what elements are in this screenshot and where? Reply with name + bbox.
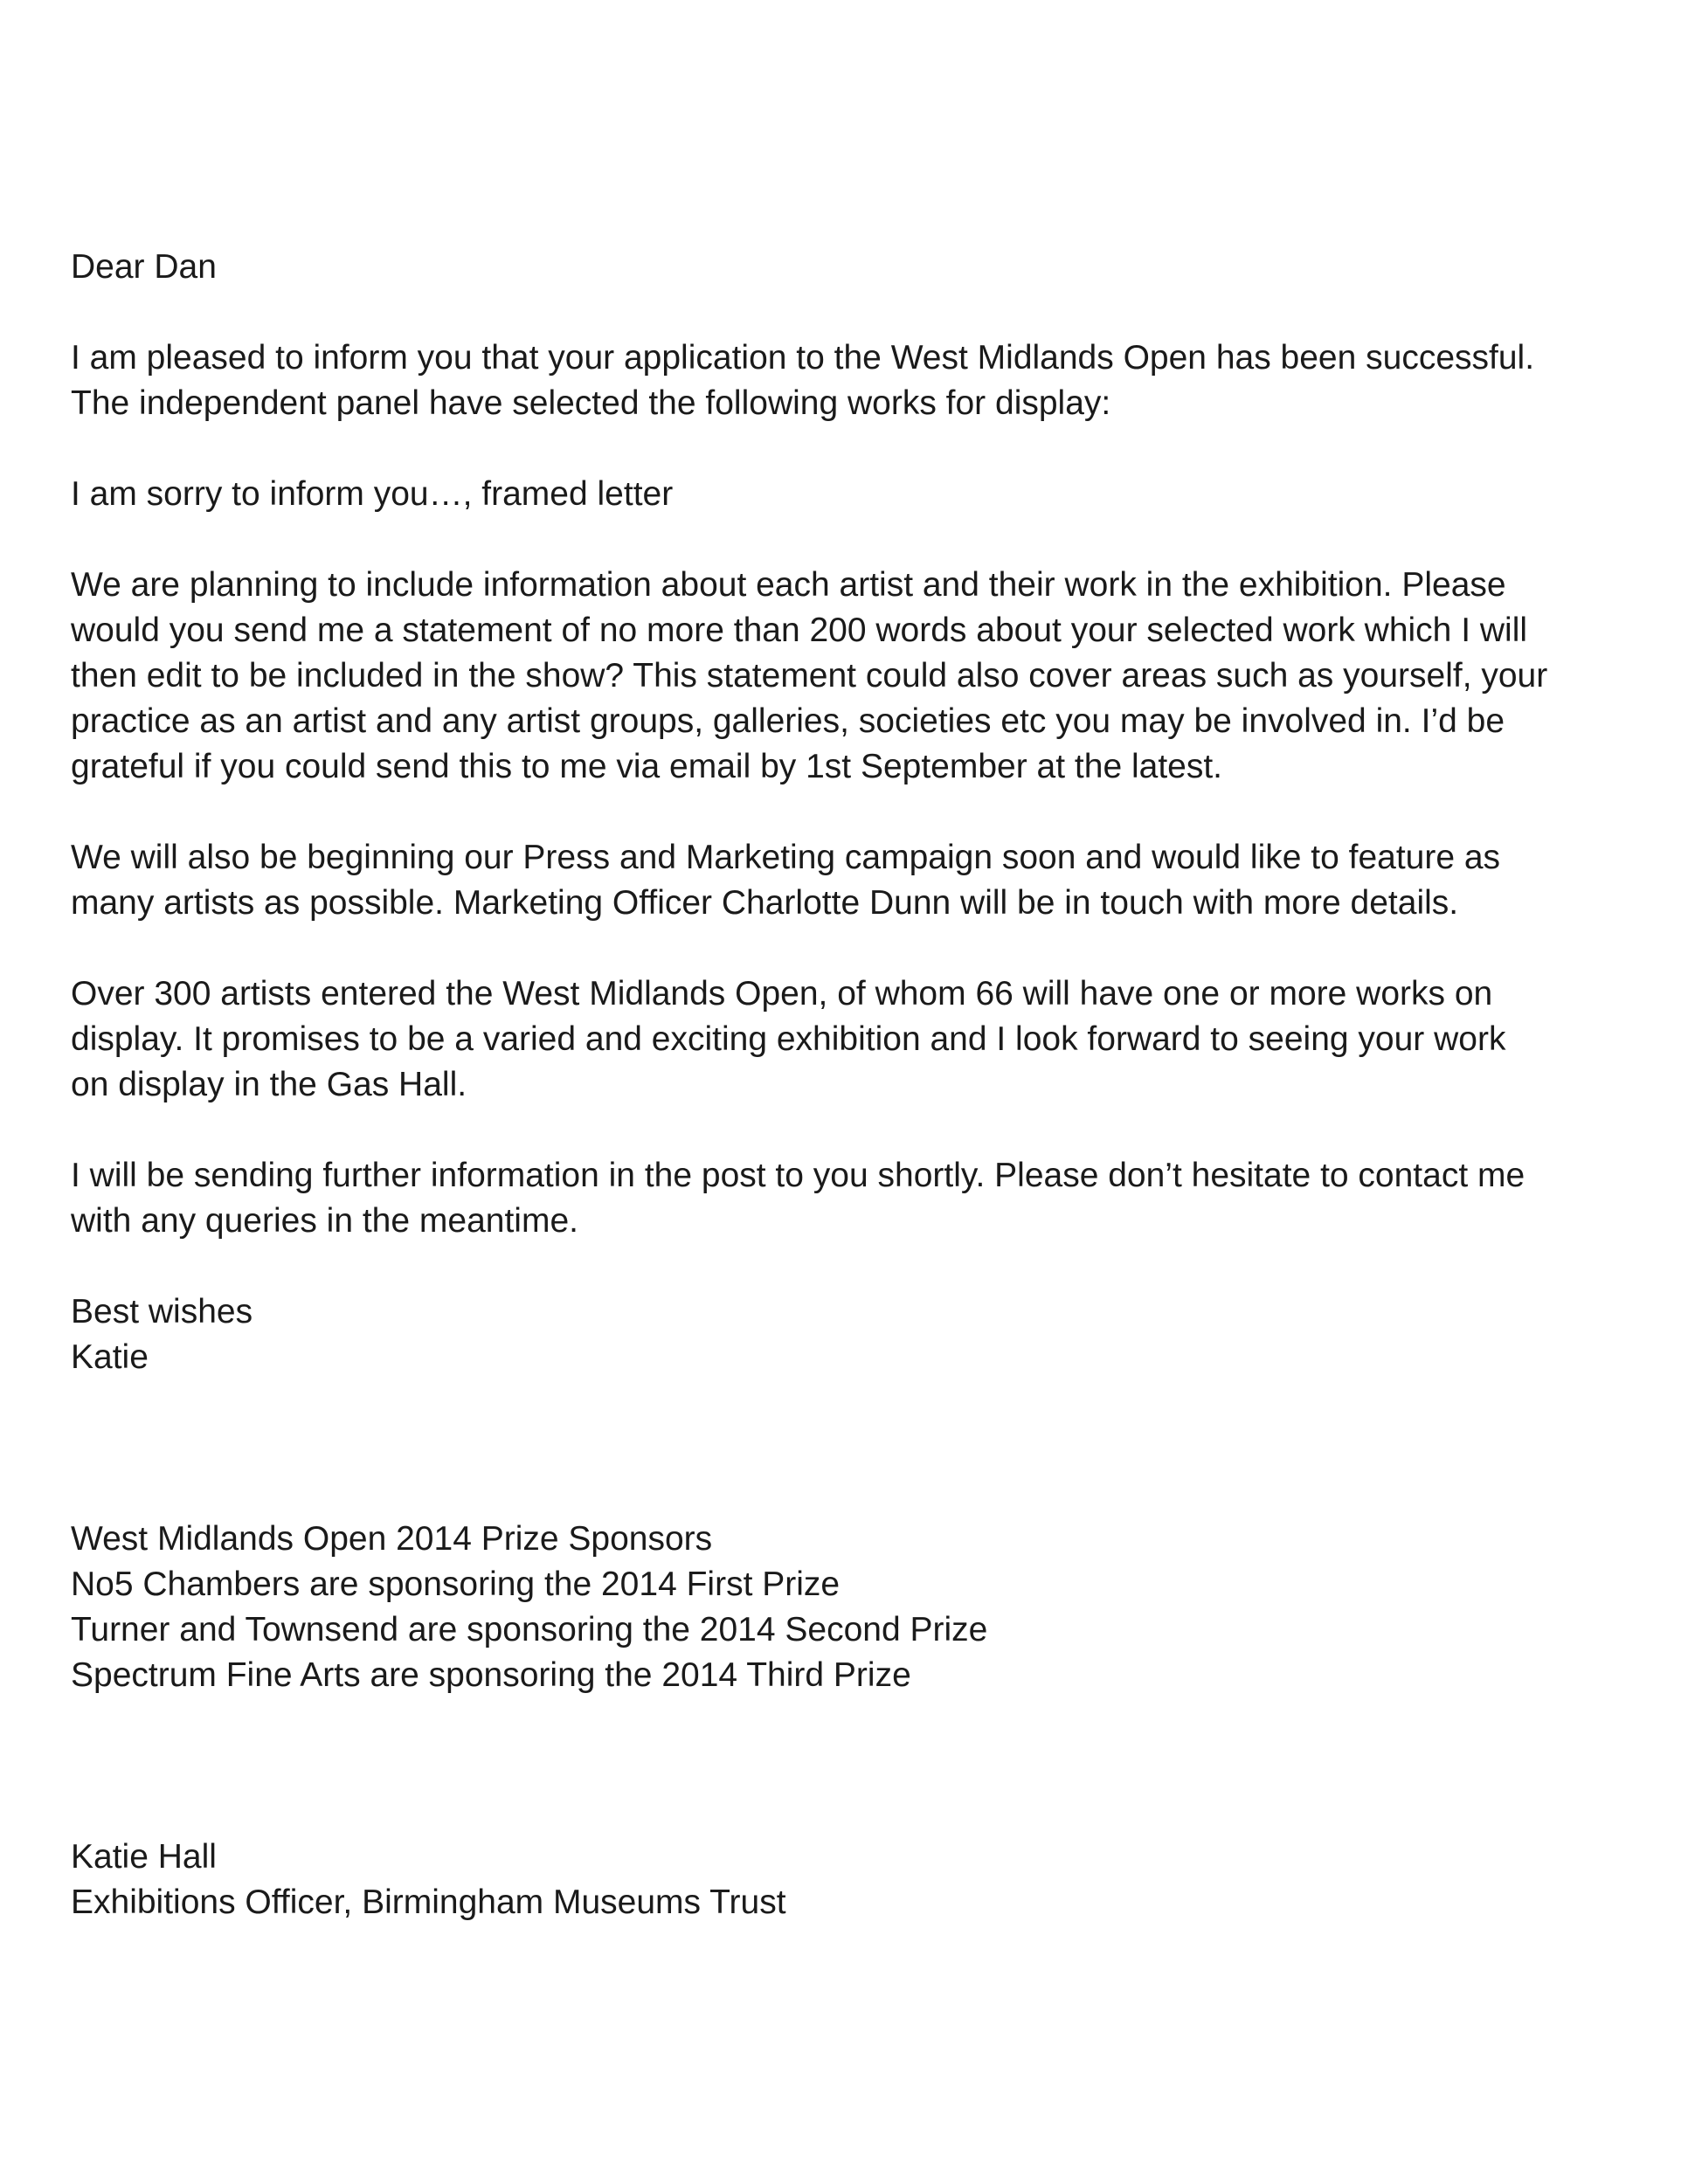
paragraph-statement bbox=[71, 563, 1635, 790]
spacer bbox=[71, 1744, 1635, 1835]
sponsor-line: Turner and Townsend are sponsoring the 2014 Second Prize bbox=[71, 1611, 988, 1648]
paragraph-line: would you send me a statement of no more than 200 words about your selected work which I will bbox=[71, 612, 1528, 649]
signature-name: Katie bbox=[71, 1338, 149, 1376]
sponsor-line: Spectrum Fine Arts are sponsoring the 2014 Third Prize bbox=[71, 1656, 911, 1694]
paragraph-exhibition bbox=[71, 971, 1635, 1108]
paragraph-works bbox=[71, 472, 1635, 517]
salutation-block bbox=[71, 245, 1635, 290]
paragraph-line: then edit to be included in the show? This statement could also cover areas such as yourself, your bbox=[71, 657, 1548, 695]
paragraph-marketing bbox=[71, 835, 1635, 926]
paragraph-line: display. It promises to be a varied and exciting exhibition and I look forward to seeing your work bbox=[71, 1020, 1506, 1058]
paragraph-line: I am sorry to inform you…, framed letter bbox=[71, 475, 674, 513]
paragraph-line: on display in the Gas Hall. bbox=[71, 1066, 467, 1103]
paragraph-line: Over 300 artists entered the West Midlands Open, of whom 66 will have one or more works on bbox=[71, 975, 1493, 1013]
sender-name: Katie Hall bbox=[71, 1838, 217, 1876]
sponsors-heading: West Midlands Open 2014 Prize Sponsors bbox=[71, 1520, 713, 1558]
paragraph-line: We are planning to include information about each artist and their work in the exhibition. Please bbox=[71, 566, 1506, 604]
paragraph-line: The independent panel have selected the following works for display: bbox=[71, 384, 1111, 422]
sponsors-block bbox=[71, 1517, 1635, 1698]
paragraph-further-info bbox=[71, 1153, 1635, 1244]
paragraph-line: practice as an artist and any artist groups, galleries, societies etc you may be involved in. I’d be bbox=[71, 702, 1505, 740]
paragraph-line: We will also be beginning our Press and Marketing campaign soon and would like to feature as bbox=[71, 839, 1501, 876]
sign-off bbox=[71, 1289, 1635, 1380]
spacer bbox=[71, 1426, 1635, 1517]
salutation: Dear Dan bbox=[71, 248, 217, 286]
sender-block bbox=[71, 1835, 1635, 1925]
paragraph-line: many artists as possible. Marketing Officer Charlotte Dunn will be in touch with more details. bbox=[71, 884, 1459, 922]
closing: Best wishes bbox=[71, 1293, 253, 1330]
paragraph-line: I am pleased to inform you that your application to the West Midlands Open has been successful. bbox=[71, 339, 1535, 377]
sponsor-line: No5 Chambers are sponsoring the 2014 First Prize bbox=[71, 1565, 841, 1603]
sender-title: Exhibitions Officer, Birmingham Museums Trust bbox=[71, 1883, 786, 1921]
paragraph-line: I will be sending further information in the post to you shortly. Please don’t hesitate to contact me bbox=[71, 1157, 1525, 1194]
paragraph-line: with any queries in the meantime. bbox=[71, 1202, 578, 1240]
paragraph-success bbox=[71, 335, 1635, 426]
paragraph-line: grateful if you could send this to me via email by 1st September at the latest. bbox=[71, 748, 1223, 785]
letter-body bbox=[71, 245, 1635, 1971]
